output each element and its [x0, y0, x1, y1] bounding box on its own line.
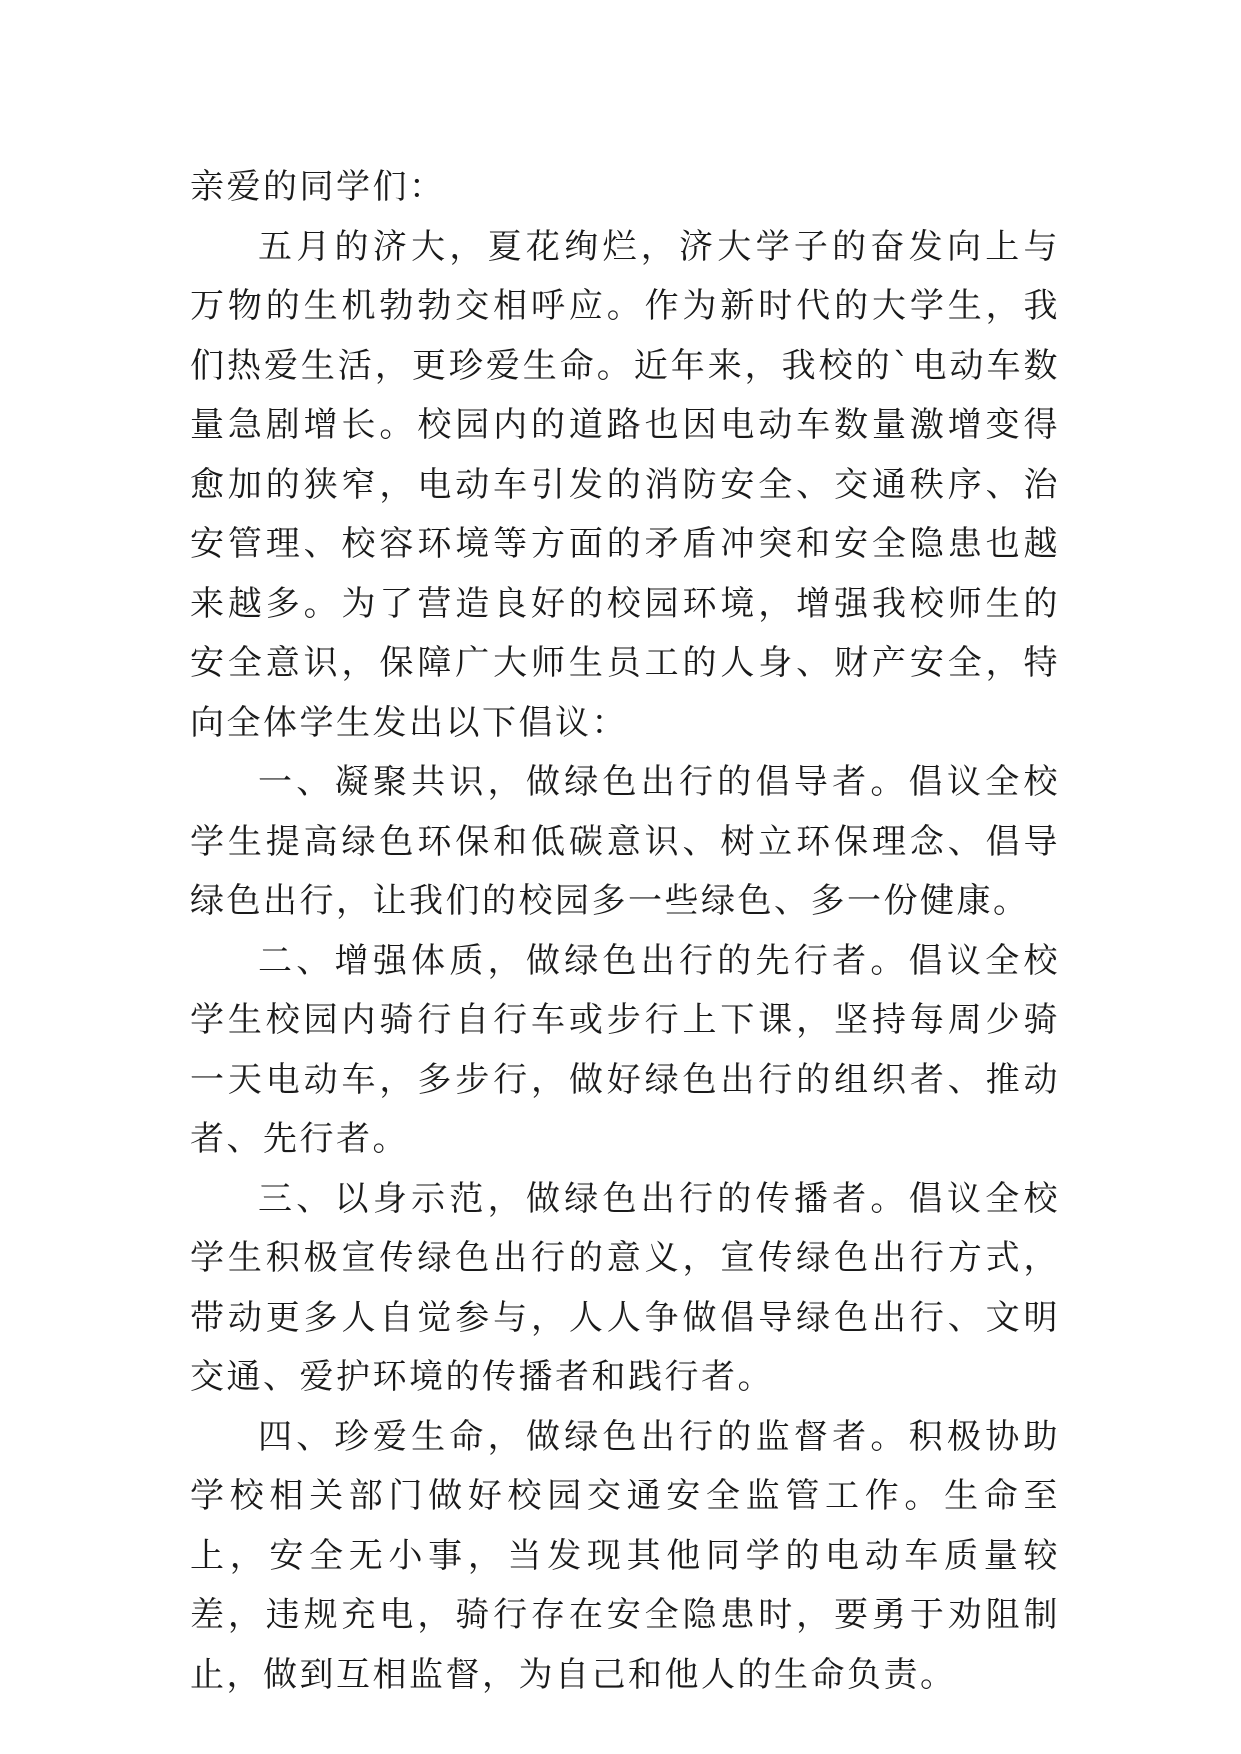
paragraph-proposal-4: 四、珍爱生命，做绿色出行的监督者。积极协助学校相关部门做好校园交通安全监管工作。生命至上，安全无小事，当发现其他同学的电动车质量较差，违规充电，骑行存在安全隐患时，要勇于劝阻制止，做到互相监督，为自己和他人的生命负责。: [190, 1416, 1060, 1695]
document-body: [190, 158, 1060, 1705]
paragraph-proposal-1: 一、凝聚共识，做绿色出行的倡导者。倡议全校学生提高绿色环保和低碳意识、树立环保理念、倡导绿色出行，让我们的校园多一些绿色、多一份健康。: [190, 762, 1060, 921]
paragraph-proposal-3: 三、以身示范，做绿色出行的传播者。倡议全校学生积极宣传绿色出行的意义，宣传绿色出行方式，带动更多人自觉参与，人人争做倡导绿色出行、文明交通、爱护环境的传播者和践行者。: [190, 1178, 1060, 1397]
salutation: 亲爱的同学们：: [190, 167, 446, 207]
paragraph-proposal-2: 二、增强体质，做绿色出行的先行者。倡议全校学生校园内骑行自行车或步行上下课，坚持每周少骑一天电动车，多步行，做好绿色出行的组织者、推动者、先行者。: [190, 940, 1060, 1159]
paragraph-intro: 五月的济大，夏花绚烂，济大学子的奋发向上与万物的生机勃勃交相呼应。作为新时代的大学生，我们热爱生活，更珍爱生命。近年来，我校的`电动车数量急剧增长。校园内的道路也因电动车数量激增变得愈加的狭窄，电动车引发的消防安全、交通秩序、治安管理、校容环境等方面的矛盾冲突和安全隐患也越来越多。为了营造良好的校园环境，增强我校师生的安全意识，保障广大师生员工的人身、财产安全，特向全体学生发出以下倡议：: [190, 226, 1060, 743]
